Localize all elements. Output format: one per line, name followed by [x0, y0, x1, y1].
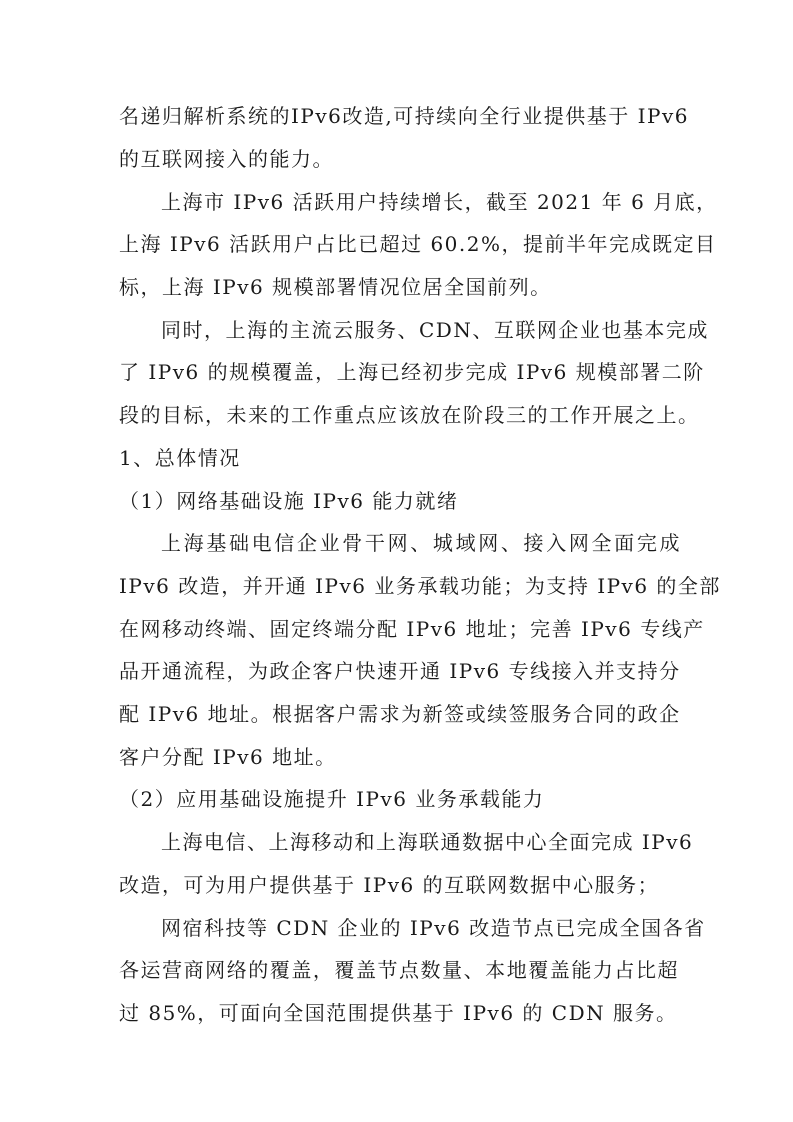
subsection-heading: （2）应用基础设施提升 IPv6 业务承载能力 — [119, 787, 545, 811]
paragraph-line: 名递归解析系统的IPv6改造,可持续向全行业提供基于 IPv6 — [119, 104, 689, 128]
paragraph-line: 配 IPv6 地址。根据客户需求为新签或续签服务合同的政企 — [119, 702, 681, 726]
paragraph-line: 上海市 IPv6 活跃用户持续增长，截至 2021 年 6 月底， — [161, 190, 718, 214]
paragraph-line: 上海电信、上海移动和上海联通数据中心全面完成 IPv6 — [161, 830, 694, 854]
section-heading: 1、总体情况 — [119, 446, 241, 470]
paragraph-line: IPv6 改造，并开通 IPv6 业务承载功能；为支持 IPv6 的全部 — [119, 574, 721, 598]
paragraph-line: 在网移动终端、固定终端分配 IPv6 地址；完善 IPv6 专线产 — [119, 617, 705, 641]
paragraph-line: 上海 IPv6 活跃用户占比已超过 60.2%，提前半年完成既定目 — [119, 232, 717, 256]
paragraph-line: 的互联网接入的能力。 — [119, 147, 334, 171]
paragraph-line: 同时，上海的主流云服务、CDN、互联网企业也基本完成 — [161, 318, 709, 342]
paragraph-line: 客户分配 IPv6 地址。 — [119, 745, 337, 769]
paragraph-line: 标，上海 IPv6 规模部署情况位居全国前列。 — [119, 275, 552, 299]
paragraph-line: 段的目标，未来的工作重点应该放在阶段三的工作开展之上。 — [119, 403, 700, 427]
paragraph-line: 上海基础电信企业骨干网、城域网、接入网全面完成 — [161, 531, 681, 555]
paragraph-line: 改造，可为用户提供基于 IPv6 的互联网数据中心服务； — [119, 873, 660, 897]
subsection-heading: （1）网络基础设施 IPv6 能力就绪 — [119, 489, 459, 513]
paragraph-line: 过 85%，可面向全国范围提供基于 IPv6 的 CDN 服务。 — [119, 1001, 678, 1025]
paragraph-line: 了 IPv6 的规模覆盖，上海已经初步完成 IPv6 规模部署二阶 — [119, 360, 705, 384]
paragraph-line: 品开通流程，为政企客户快速开通 IPv6 专线接入并支持分 — [119, 659, 681, 683]
paragraph-line: 网宿科技等 CDN 企业的 IPv6 改造节点已完成全国各省 — [161, 916, 706, 940]
paragraph-line: 各运营商网络的覆盖，覆盖节点数量、本地覆盖能力占比超 — [119, 958, 679, 982]
